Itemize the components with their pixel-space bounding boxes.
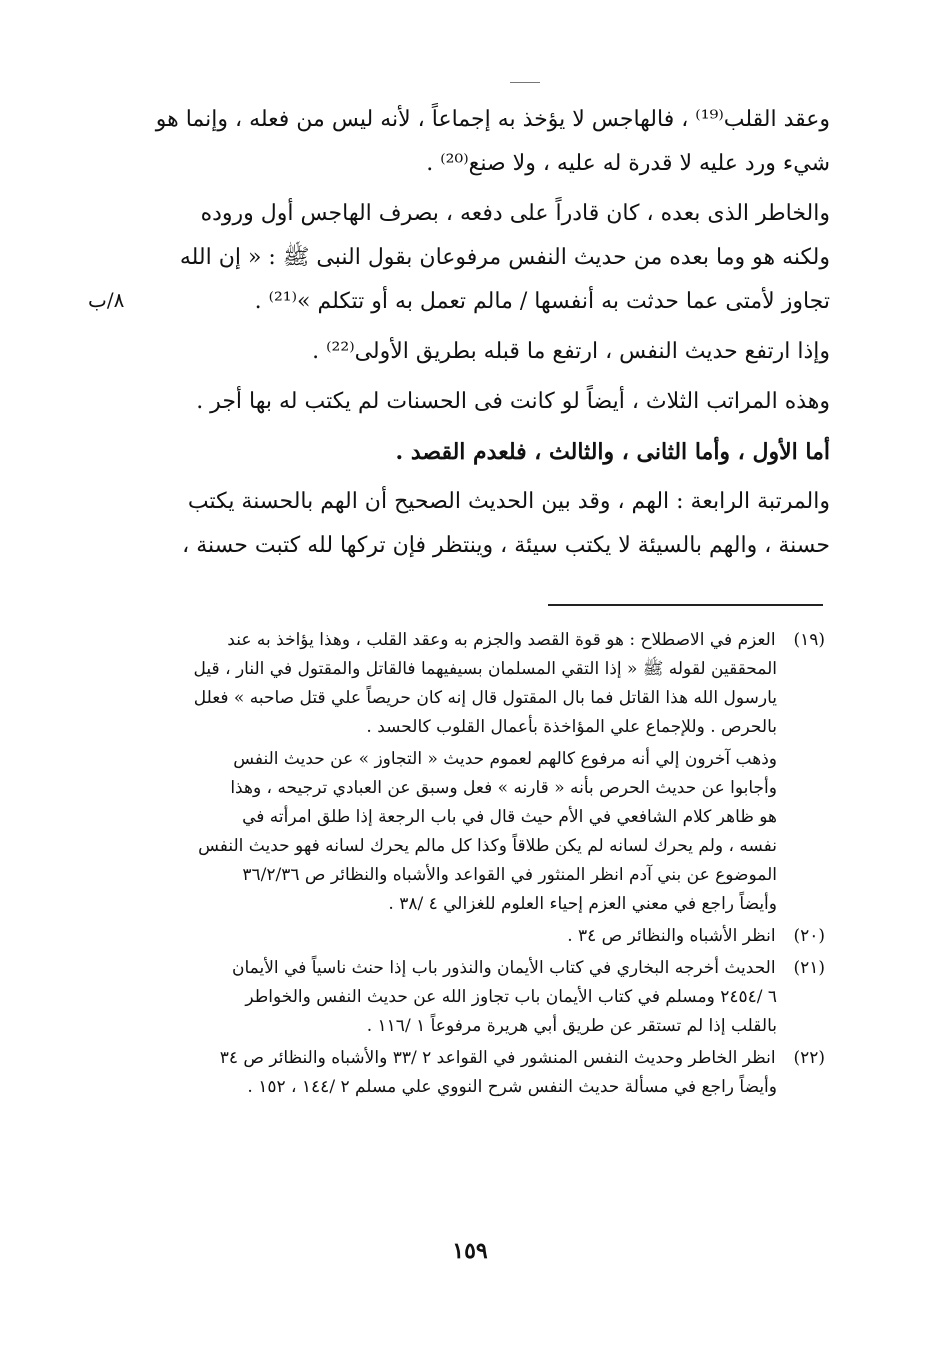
header-rule (510, 82, 540, 83)
paragraph-1 (130, 98, 830, 186)
footnote-19 (145, 626, 825, 742)
footnote-20 (145, 922, 825, 951)
text-line: وعقد القلب⁽¹⁹⁾ ، فالهاجس لا يؤخذ به إجماعاً ، لأنه ليس من فعله ، وإنما هو (155, 107, 830, 132)
text-line: ولكنه هو وما بعده من حديث النفس مرفوعان بقول النبى ﷺ : « إن الله (179, 245, 830, 270)
footnote-line: بالقلب إذا لم تستقر عن طريق أبي هريرة مرفوعاً ١ /١١٦ . (366, 1016, 777, 1036)
text-line: شيء ورد عليه لا قدرة له عليه ، ولا صنع⁽²⁰⁾ . (426, 151, 830, 176)
footnote-number: (٢٢) (793, 1048, 825, 1068)
footnotes (145, 626, 825, 1105)
text-line: وإذا ارتفع حديث النفس ، ارتفع ما قبله بطريق الأولى⁽²²⁾ . (312, 339, 830, 364)
text-line: والمرتبة الرابعة : الهم ، وقد بين الحديث الصحيح أن الهم بالحسنة يكتب (187, 489, 830, 514)
text-line: أما الأول ، وأما الثانى ، والثالث ، فلعدم القصد . (395, 439, 830, 465)
footnote-line: المحققين لقوله ﷺ « إذا التقي المسلمان بسيفيهما فالقاتل والمقتول في النار ، قيل (193, 659, 777, 679)
footnote-separator (548, 604, 823, 606)
footnote-line: الموضوع عن بني آدم انظر المنثور في القواعد والأشباه والنظائر ص ٣٦/٢/٣٦ (242, 865, 777, 885)
margin-folio-note: ٨/ب (88, 288, 125, 312)
footnote-line: وذهب آخرون إلي أنه مرفوع كالهم لعموم حديث « التجاوز » عن حديث النفس (233, 749, 777, 769)
paragraph-2 (130, 192, 830, 324)
footnote-line (145, 954, 825, 983)
footnote-line: بالحرص . وللإجماع علي المؤاخذة بأعمال القلوب كالحسد . (366, 717, 777, 737)
footnote-line: هو ظاهر كلام الشافعي في الأم حيث قال في باب الرجعة إذا طلق امرأته في (242, 807, 777, 827)
text-line: تجاوز لأمتى عما حدثت به أنفسها / مالم تعمل به أو تتكلم »⁽²¹⁾ . (254, 289, 830, 314)
footnote-line: وأجابوا عن حديث الحرص بأنه « قارنه » فعل وسبق عن العبادي ترجيحه ، وهذا (230, 778, 777, 798)
footnote-line (145, 922, 825, 951)
text-line: والخاطر الذى بعده ، كان قادراً على دفعه ، بصرف الهاجس أول وروده (200, 201, 830, 226)
footnote-line: ٦ /٢٤٥٤ ومسلم في كتاب الأيمان باب تجاوز الله عن حديث النفس والخواطر (245, 987, 777, 1007)
footnote-number: (٢٠) (793, 926, 825, 946)
footnote-line: وأيضاً راجع في معني العزم إحياء العلوم للغزالي ٤ /٣٨ . (388, 894, 777, 914)
main-text (130, 98, 830, 574)
paragraph-6 (130, 480, 830, 568)
paragraph-4 (130, 380, 830, 424)
paragraph-3 (130, 330, 830, 374)
footnote-line (145, 626, 825, 655)
footnote-22 (145, 1044, 825, 1102)
footnote-text: انظر الخاطر وحديث النفس المنشور في القواعد ٢ /٣٣ والأشباه والنظائر ص ٣٤ (219, 1048, 776, 1068)
footnote-21 (145, 954, 825, 1041)
footnote-number: (١٩) (793, 630, 825, 650)
footnote-line (145, 1044, 825, 1073)
text-line: وهذه المراتب الثلاث ، أيضاً لو كانت فى الحسنات لم يكتب له بها أجر . (196, 389, 830, 414)
footnote-text: انظر الأشباه والنظائر ص ٣٤ . (567, 926, 776, 946)
footnote-text: الحديث أخرجه البخاري في كتاب الأيمان والنذور باب إذا حنث ناسياً في الأيمان (231, 958, 776, 978)
footnote-line: يارسول الله هذا القاتل فما بال المقتول قال إنه كان حريصاً علي قتل صاحبه » فعلل (193, 688, 777, 708)
text-line: حسنة ، والهم بالسيئة لا يكتب سيئة ، وينتظر فإن تركها لله كتبت حسنة ، (182, 533, 830, 558)
footnote-line: وأيضاً راجع في مسألة حديث النفس شرح النووي علي مسلم ٢ /١٤٤ ، ١٥٢ . (247, 1077, 777, 1097)
footnote-line: نفسه ، ولم يحرك لسانه لم يكن طلاقاً وكذا كل مالم يحرك لسانه فهو حديث النفس (198, 836, 777, 856)
footnote-number: (٢١) (793, 958, 825, 978)
page-number: ١٥٩ (452, 1238, 488, 1264)
paragraph-5 (130, 430, 830, 474)
footnote-19-continued (145, 745, 825, 919)
footnote-text: العزم في الاصطلاح : هو قوة القصد والجزم به وعقد القلب ، وهذا يؤاخذ به عند (227, 630, 776, 650)
